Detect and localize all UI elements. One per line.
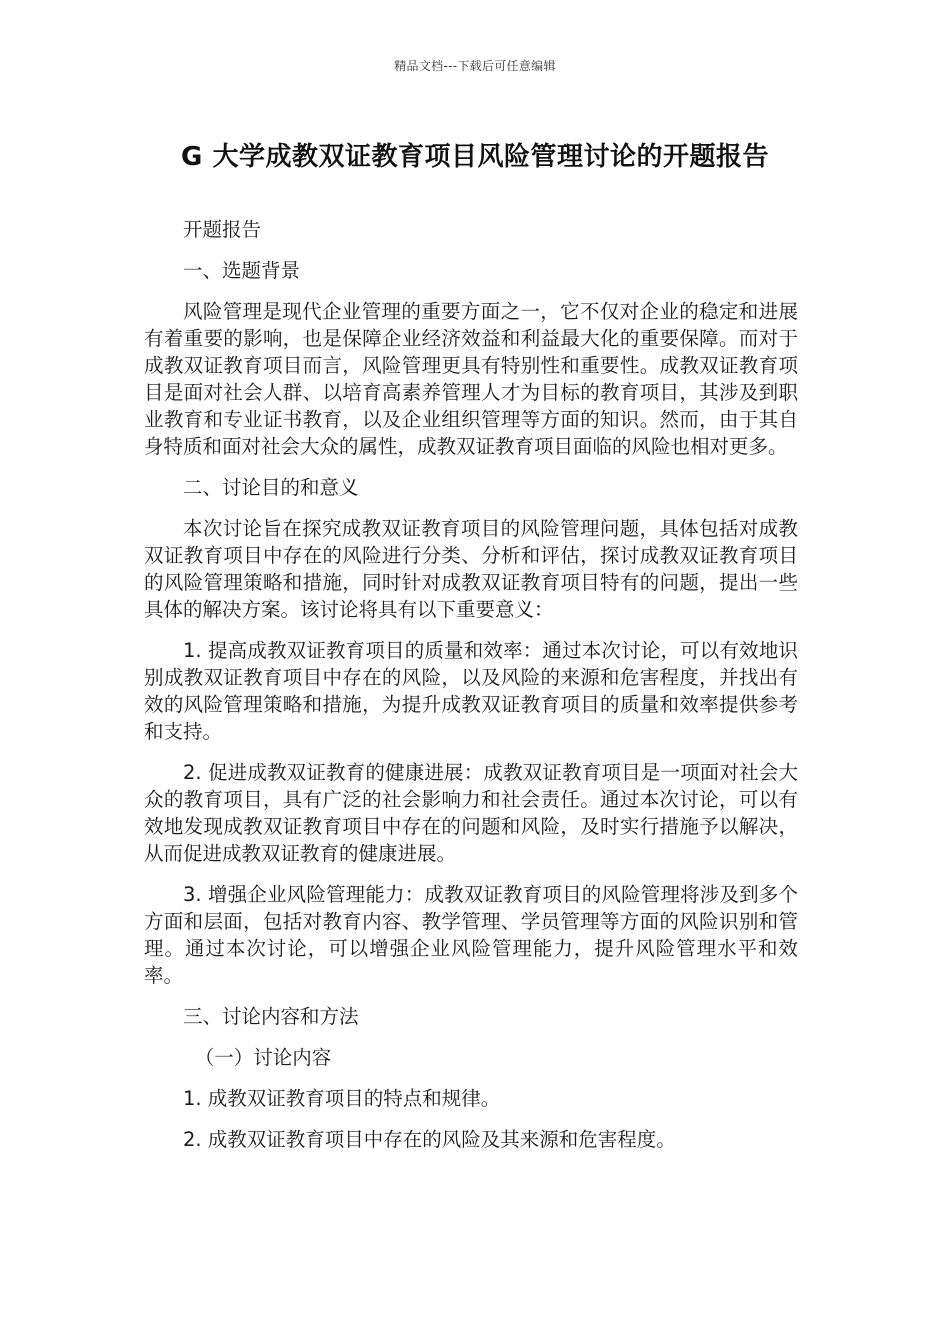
document-title: G 大学成教双证教育项目风险管理讨论的开题报告 xyxy=(181,142,769,172)
paragraph-purpose: 本次讨论旨在探究成教双证教育项目的风险管理问题，具体包括对成教双证教育项目中存在的风险进行分类、分析和评估，探讨成教双证教育项目的风险管理策略和措施，同时针对成教双证教育项目特有的问题，提出一些具体的解决方案。该讨论将具有以下重要意义： xyxy=(144,517,798,621)
list-item-content-2: 2. 成教双证教育项目中存在的风险及其来源和危害程度。 xyxy=(183,1128,676,1151)
section-heading-report: 开题报告 xyxy=(183,218,262,241)
subsection-heading-content: （一）讨论内容 xyxy=(194,1046,332,1069)
section-heading-background: 一、选题背景 xyxy=(183,259,301,282)
section-heading-purpose: 二、讨论目的和意义 xyxy=(183,476,359,499)
paragraph-significance-1: 1. 提高成教双证教育项目的质量和效率：通过本次讨论，可以有效地识别成教双证教育项目中存在的风险，以及风险的来源和危害程度，并找出有效的风险管理策略和措施，为提升成教双证教育项目的质量和效率提供参考和支持。 xyxy=(144,639,798,743)
paragraph-background: 风险管理是现代企业管理的重要方面之一，它不仅对企业的稳定和进展有着重要的影响，也是保障企业经济效益和利益最大化的重要保障。而对于成教双证教育项目而言，风险管理更具有特别性和重要性。成教双证教育项目是面对社会人群、以培育高素养管理人才为目标的教育项目，其涉及到职业教育和专业证书教育，以及企业组织管理等方面的知识。然而，由于其自身特质和面对社会大众的属性，成教双证教育项目面临的风险也相对更多。 xyxy=(144,300,798,458)
header-note: 精品文档---下载后可任意编辑 xyxy=(394,59,556,73)
list-item-content-1: 1. 成教双证教育项目的特点和规律。 xyxy=(183,1087,501,1110)
paragraph-significance-2: 2. 促进成教双证教育的健康进展：成教双证教育项目是一项面对社会大众的教育项目，具有广泛的社会影响力和社会责任。通过本次讨论，可以有效地发现成教双证教育项目中存在的问题和风险，及时实行措施予以解决，从而促进成教双证教育的健康进展。 xyxy=(144,761,798,865)
document-body xyxy=(144,216,798,1167)
section-heading-content-method: 三、讨论内容和方法 xyxy=(183,1005,359,1028)
paragraph-significance-3: 3. 增强企业风险管理能力：成教双证教育项目的风险管理将涉及到多个方面和层面，包括对教育内容、教学管理、学员管理等方面的风险识别和管理。通过本次讨论，可以增强企业风险管理能力，提升风险管理水平和效率。 xyxy=(144,883,798,987)
